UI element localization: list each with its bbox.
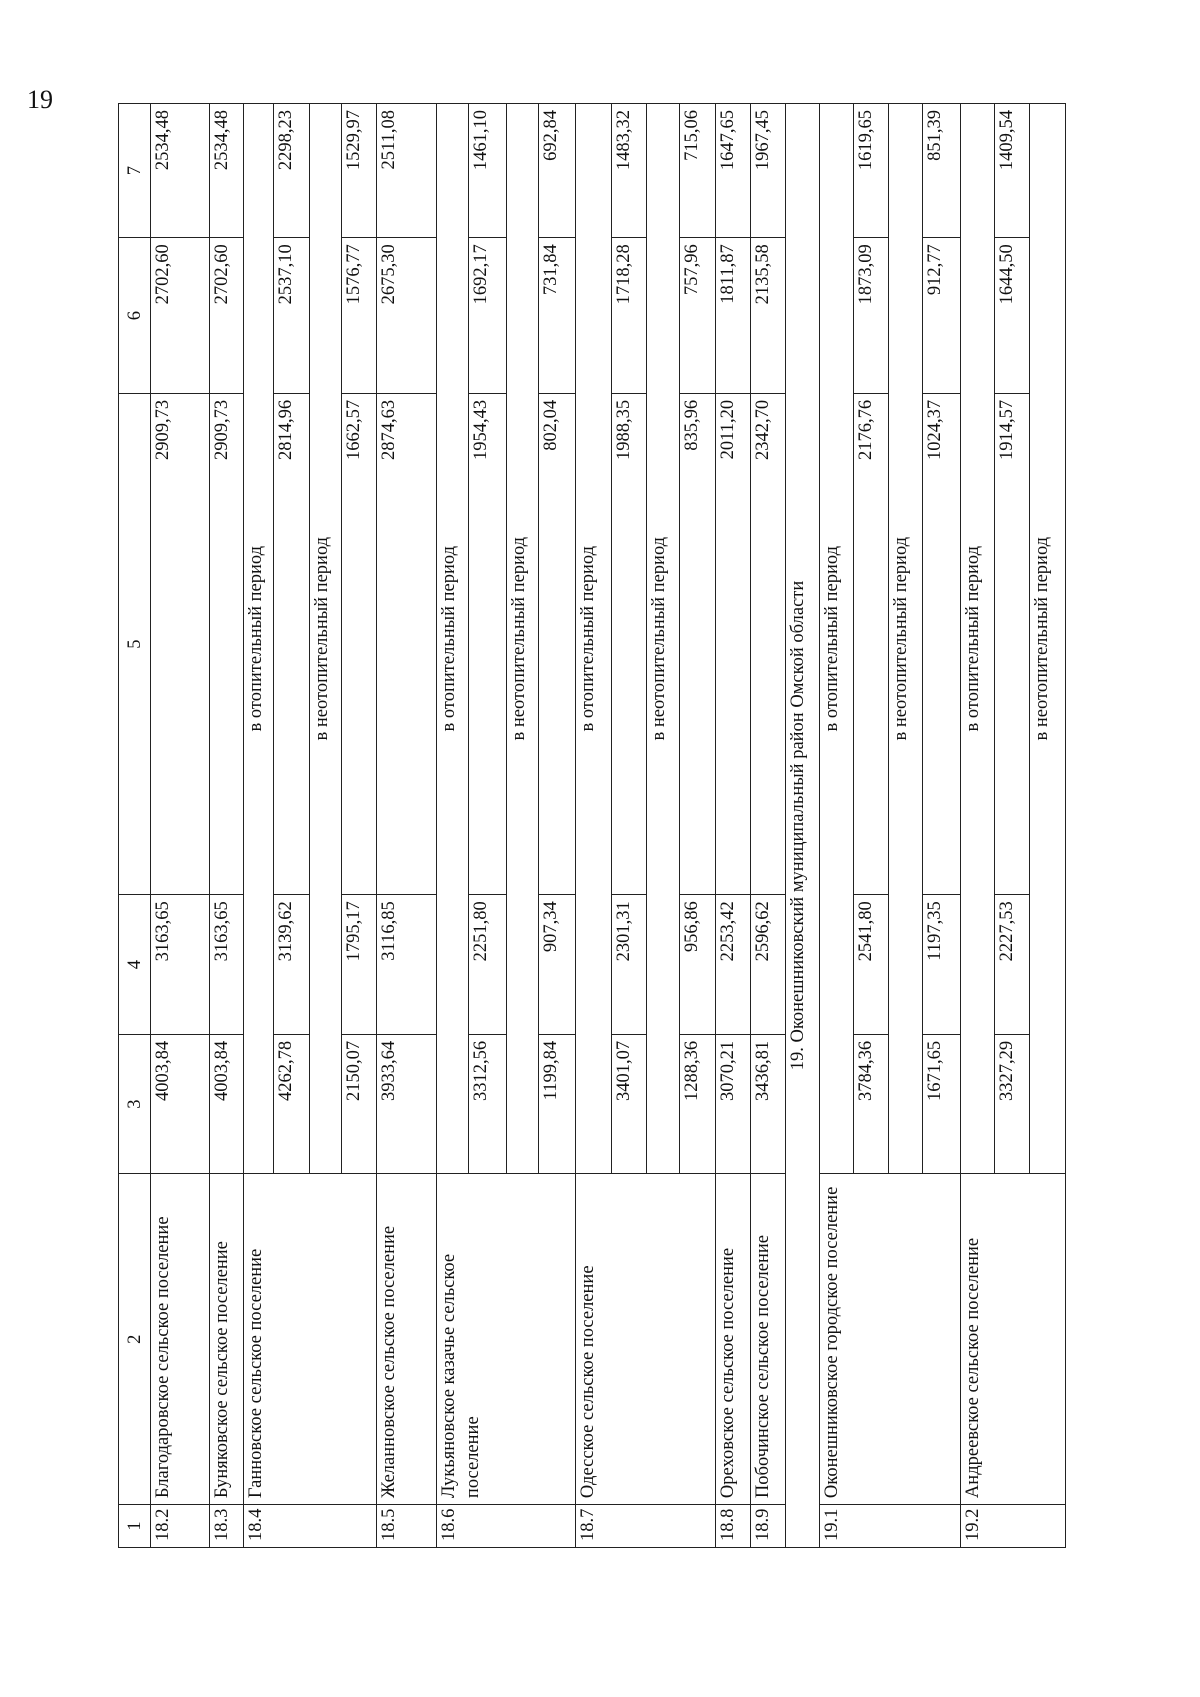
settlement-name: Благодаровское сельское поселение [151,1174,210,1505]
settlement-name: Побочинское сельское поселение [750,1174,785,1505]
row-id: 18.8 [715,1505,750,1548]
tariff-table-rotated [118,103,1066,1548]
value-cell: 4003,84 [210,1034,244,1174]
row-id: 18.2 [151,1505,210,1548]
value-cell: 1692,17 [469,238,506,394]
period-label-heating: в отопительный период [576,104,611,1174]
column-header-5: 5 [119,393,151,894]
period-label-heating: в отопительный период [244,104,274,1174]
value-cell: 1288,36 [680,1034,715,1174]
table-row [210,104,244,1548]
value-cell: 1671,65 [923,1034,960,1174]
table-row [576,104,611,1548]
value-cell: 1647,65 [715,104,750,238]
value-cell: 3933,64 [377,1034,437,1174]
value-cell: 835,96 [680,393,715,894]
settlement-name: Лукьяновское казачье сельское поселение [437,1174,576,1505]
table-row [151,104,210,1548]
value-cell: 2537,10 [274,238,309,394]
value-cell: 2298,23 [274,104,309,238]
column-header-1: 1 [119,1505,151,1548]
value-cell: 1461,10 [469,104,506,238]
row-id: 18.4 [244,1505,377,1548]
value-cell: 1954,43 [469,393,506,894]
value-cell: 1644,50 [995,238,1030,394]
period-label-heating: в отопительный период [960,104,994,1174]
value-cell: 2227,53 [995,895,1030,1035]
value-cell: 1619,65 [853,104,888,238]
value-cell: 3163,65 [210,895,244,1035]
settlement-name: Андреевское сельское поселение [960,1174,1065,1505]
row-id: 18.7 [576,1505,715,1548]
value-cell: 3327,29 [995,1034,1030,1174]
value-cell: 907,34 [538,895,575,1035]
value-cell: 3116,85 [377,895,437,1035]
value-cell: 1199,84 [538,1034,575,1174]
district-heading: 19. Оконешниковский муниципальный район Омской области [786,104,820,1548]
value-cell: 4262,78 [274,1034,309,1174]
value-cell: 1576,77 [341,238,376,394]
row-id: 18.3 [210,1505,244,1548]
value-cell: 2534,48 [151,104,210,238]
district-row [786,104,820,1548]
value-cell: 731,84 [538,238,575,394]
value-cell: 3163,65 [151,895,210,1035]
value-cell: 2596,62 [750,895,785,1035]
value-cell: 2702,60 [151,238,210,394]
value-cell: 802,04 [538,393,575,894]
header-row [119,104,151,1548]
value-cell: 4003,84 [151,1034,210,1174]
page-number: 19 [27,85,53,114]
table-row [750,104,785,1548]
value-cell: 715,06 [680,104,715,238]
value-cell: 2253,42 [715,895,750,1035]
settlement-name: Оконешниковское городское поселение [820,1174,960,1505]
settlement-name: Ореховское сельское поселение [715,1174,750,1505]
value-cell: 2176,76 [853,393,888,894]
table-row [377,104,437,1548]
value-cell: 1795,17 [341,895,376,1035]
column-header-4: 4 [119,895,151,1035]
value-cell: 2541,80 [853,895,888,1035]
period-label-non-heating: в неотопительный период [646,104,679,1174]
value-cell: 1529,97 [341,104,376,238]
value-cell: 3401,07 [611,1034,646,1174]
table-row [820,104,853,1548]
value-cell: 2301,31 [611,895,646,1035]
table-row [960,104,994,1548]
period-label-non-heating: в неотопительный период [889,104,923,1174]
value-cell: 2909,73 [210,393,244,894]
value-cell: 3784,36 [853,1034,888,1174]
period-label-heating: в отопительный период [437,104,469,1174]
column-header-3: 3 [119,1034,151,1174]
period-label-non-heating: в неотопительный период [1030,104,1066,1174]
column-header-7: 7 [119,104,151,238]
value-cell: 912,77 [923,238,960,394]
value-cell: 3070,21 [715,1034,750,1174]
period-label-non-heating: в неотопительный период [309,104,341,1174]
value-cell: 1409,54 [995,104,1030,238]
value-cell: 1988,35 [611,393,646,894]
value-cell: 2909,73 [151,393,210,894]
period-label-non-heating: в неотопительный период [506,104,538,1174]
value-cell: 1197,35 [923,895,960,1035]
row-id: 19.2 [960,1505,1065,1548]
value-cell: 1662,57 [341,393,376,894]
value-cell: 2534,48 [210,104,244,238]
value-cell: 2702,60 [210,238,244,394]
value-cell: 1483,32 [611,104,646,238]
value-cell: 1914,57 [995,393,1030,894]
value-cell: 2011,20 [715,393,750,894]
value-cell: 956,86 [680,895,715,1035]
value-cell: 1718,28 [611,238,646,394]
value-cell: 2874,63 [377,393,437,894]
column-header-2: 2 [119,1174,151,1505]
value-cell: 2814,96 [274,393,309,894]
value-cell: 2675,30 [377,238,437,394]
row-id: 18.5 [377,1505,437,1548]
column-header-6: 6 [119,238,151,394]
row-id: 18.9 [750,1505,785,1548]
value-cell: 692,84 [538,104,575,238]
value-cell: 2511,08 [377,104,437,238]
settlement-name: Желанновское сельское поселение [377,1174,437,1505]
value-cell: 2251,80 [469,895,506,1035]
value-cell: 1967,45 [750,104,785,238]
row-id: 18.6 [437,1505,576,1548]
row-id: 19.1 [820,1505,960,1548]
value-cell: 3139,62 [274,895,309,1035]
table-row [244,104,274,1548]
value-cell: 2150,07 [341,1034,376,1174]
settlement-name: Ганновское сельское поселение [244,1174,377,1505]
value-cell: 1873,09 [853,238,888,394]
tariff-table [118,103,1066,1548]
table-row [437,104,469,1548]
value-cell: 1024,37 [923,393,960,894]
settlement-name: Буняковское сельское поселение [210,1174,244,1505]
period-label-heating: в отопительный период [820,104,853,1174]
value-cell: 1811,87 [715,238,750,394]
value-cell: 851,39 [923,104,960,238]
value-cell: 757,96 [680,238,715,394]
value-cell: 3436,81 [750,1034,785,1174]
value-cell: 2135,58 [750,238,785,394]
value-cell: 2342,70 [750,393,785,894]
table-row [715,104,750,1548]
value-cell: 3312,56 [469,1034,506,1174]
settlement-name: Одесское сельское поселение [576,1174,715,1505]
